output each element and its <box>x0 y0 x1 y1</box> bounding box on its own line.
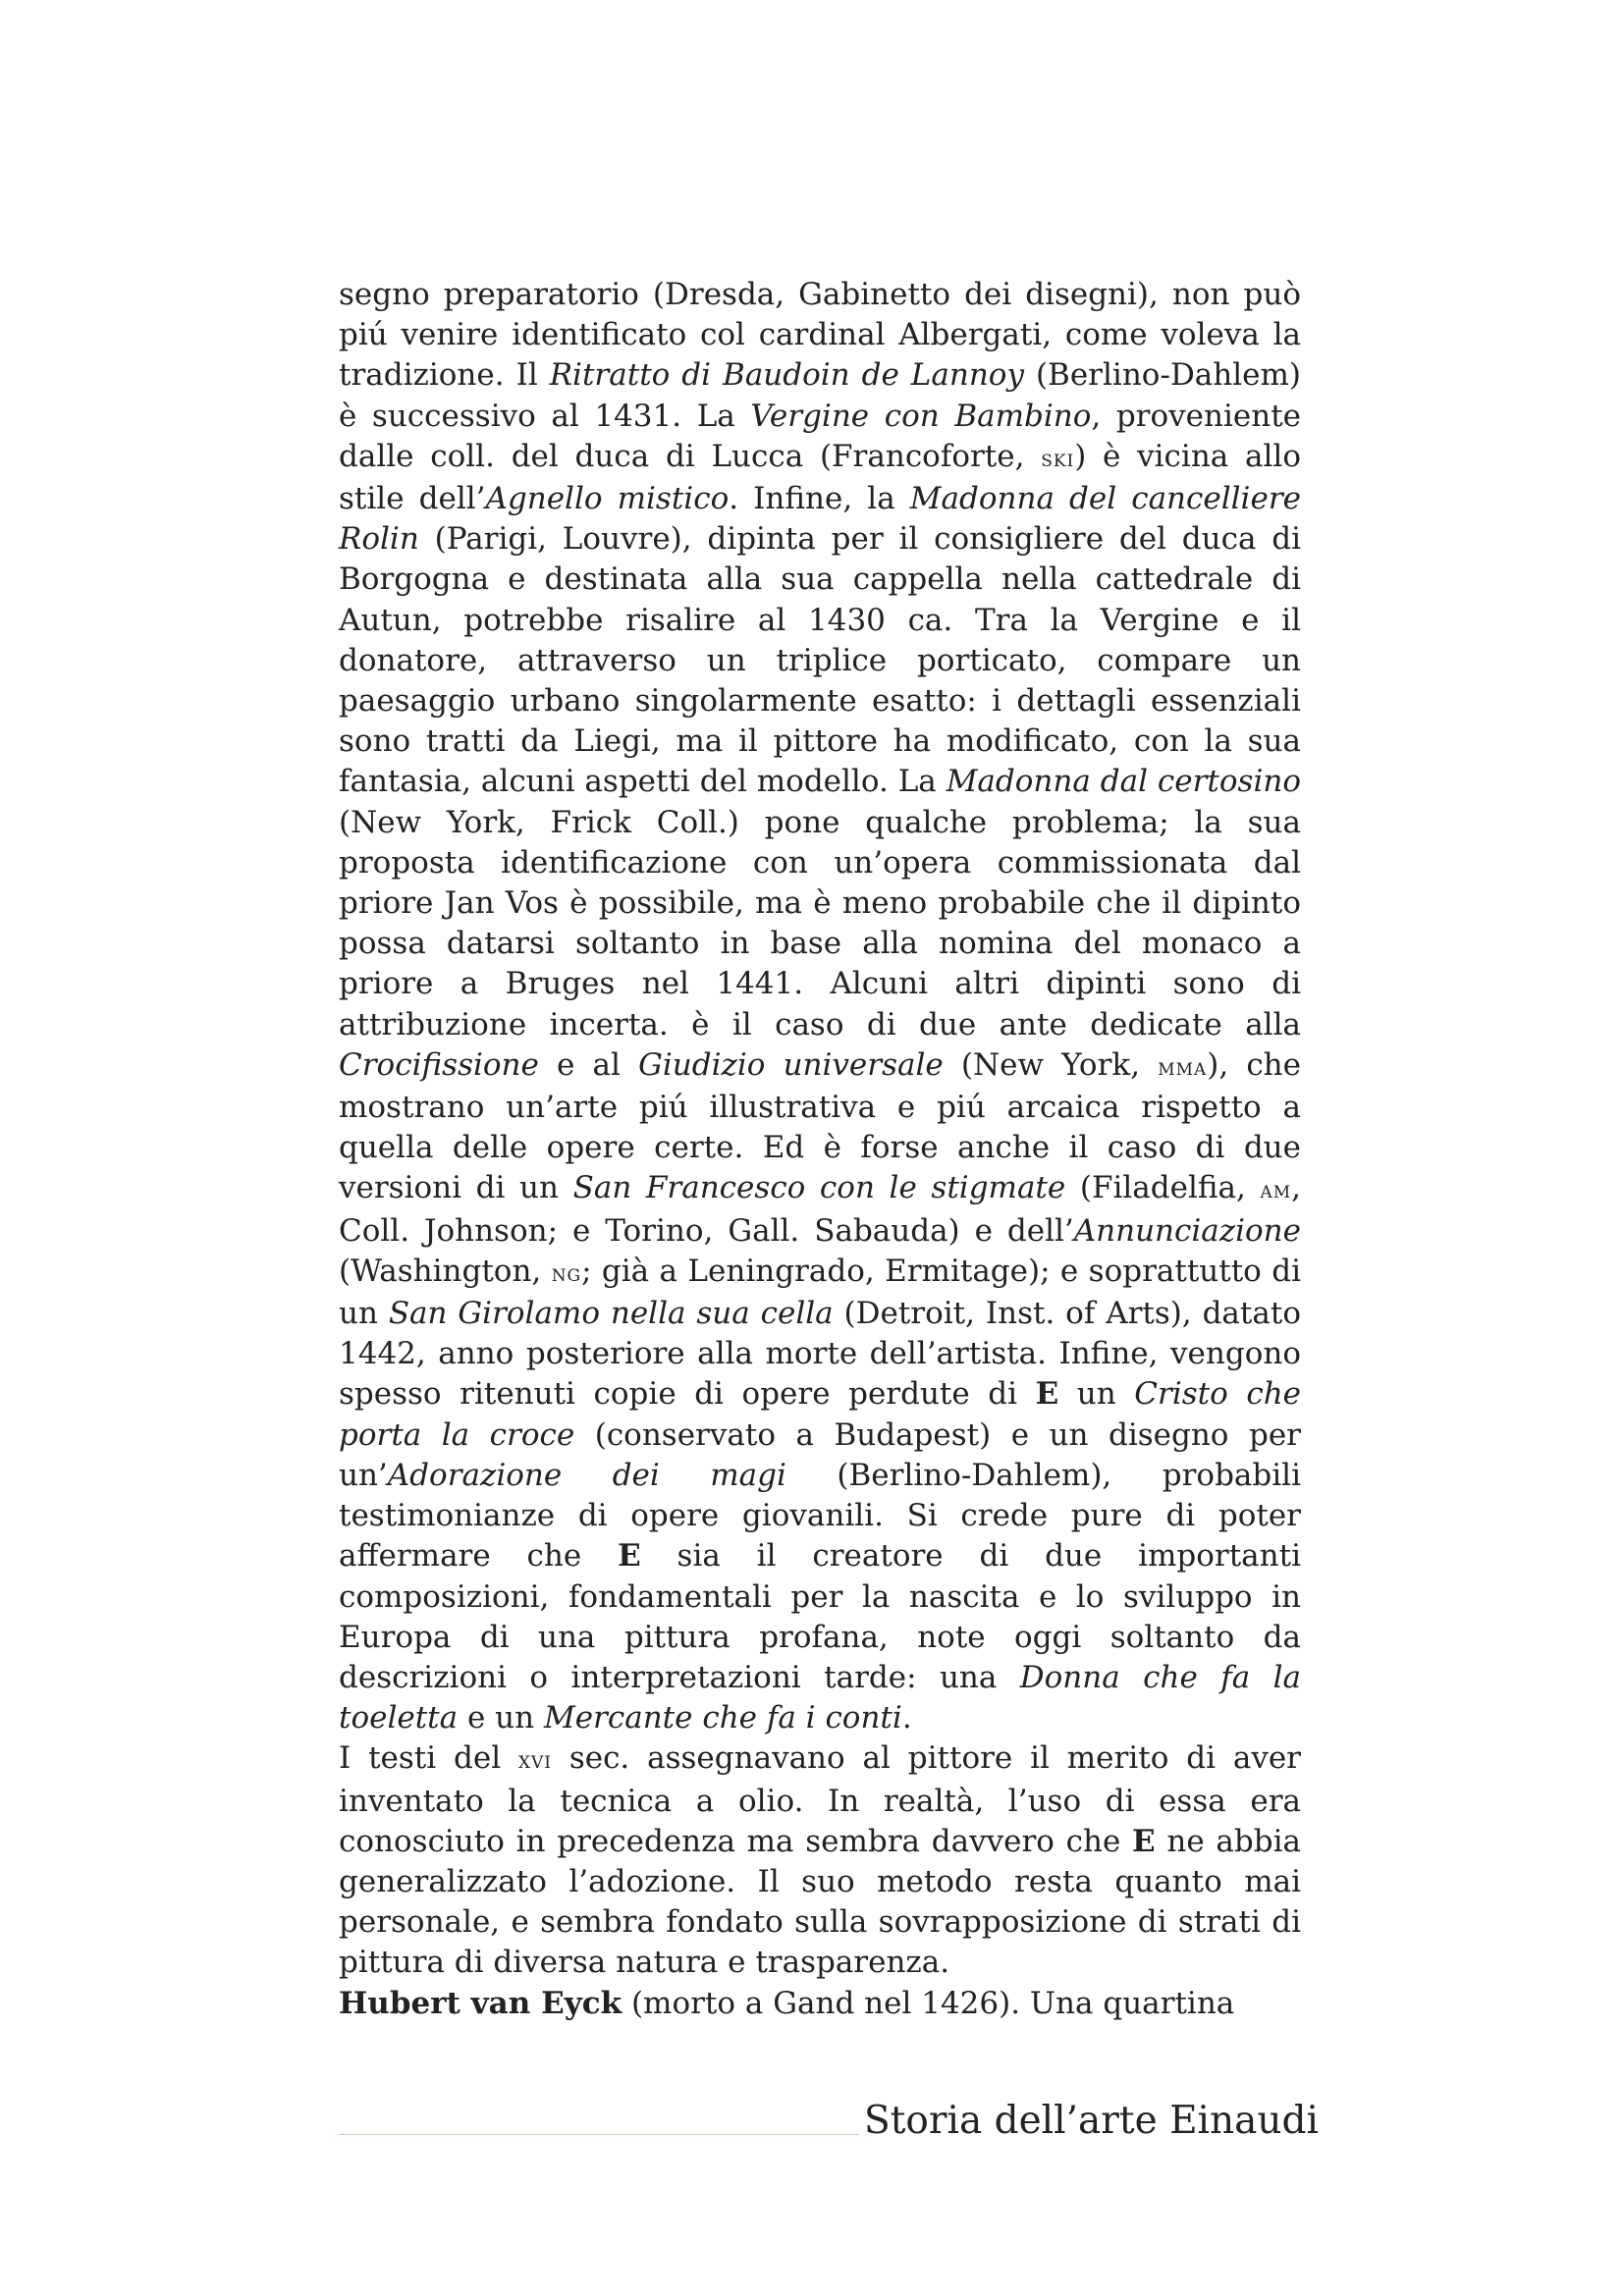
italic-title: Adorazione dei magi <box>387 1457 786 1493</box>
paragraph <box>339 275 1301 1738</box>
text-run: (New York, Frick Coll.) pone qualche problema; la sua proposta identificazione con un’opera commissionata dal priore Jan Vos è possibile, ma è meno probabile che il dipinto possa datarsi soltanto in base alla nomina del monaco a priore a Bruges nel 1441. Alcuni altri dipinti sono di attribuzione incerta. è il caso di due ante dedicate alla <box>339 804 1301 1042</box>
bold-term: E <box>618 1538 641 1575</box>
text-run: , Coll. Johnson; e Torino, Gall. Sabauda) e dell’ <box>339 1170 1301 1249</box>
small-caps-abbrev: am <box>1260 1176 1292 1204</box>
body-text <box>339 275 1301 2024</box>
text-run: (Berlino-Dahlem), probabili testimonianze di opere giovanili. Si crede pure di poter affermare che <box>339 1457 1301 1575</box>
small-caps-abbrev: ng <box>551 1258 582 1287</box>
italic-title: Ritratto di Baudoin de Lannoy <box>549 357 1024 394</box>
bold-term: E <box>1132 1823 1156 1859</box>
text-run: (New York, <box>943 1046 1159 1083</box>
text-run: ; già a Leningrado, Ermitage); e soprattutto di un <box>339 1253 1302 1332</box>
italic-title: Madonna dal certosino <box>946 764 1301 800</box>
small-caps-abbrev: mma <box>1158 1052 1208 1081</box>
italic-title: Agnello mistico <box>485 481 730 517</box>
text-run: sia il creatore di due importanti composizioni, fondamentali per la nascita e lo sviluppo in Europa di una pittura profana, note oggi soltanto da descrizioni o interpretazioni tarde: una <box>339 1538 1301 1695</box>
footer-rule <box>339 2134 859 2135</box>
italic-title: Vergine con Bambino <box>750 398 1092 434</box>
paragraph <box>339 1984 1301 2024</box>
bold-term: E <box>1035 1376 1059 1413</box>
text-run: (Parigi, Louvre), dipinta per il consigliere del duca di Borgogna e destinata alla sua cappella nella cattedrale di Autun, potrebbe risalire al 1430 ca. Tra la Vergine e il donatore, attraverso un triplice porticato, compare un paesaggio urbano singolarmente esatto: i dettagli essenziali sono tratti da Liegi, ma il pittore ha modificato, con la sua fantasia, alcuni aspetti del modello. La <box>339 521 1301 800</box>
italic-title: Crocifissione <box>339 1046 539 1083</box>
text-run: un <box>1058 1376 1135 1413</box>
italic-title: San Francesco con le stigmate <box>572 1170 1066 1206</box>
small-caps-abbrev: ski <box>1041 444 1075 472</box>
italic-title: Cristo che porta la croce <box>339 1376 1302 1453</box>
text-run: (Detroit, Inst. of Arts), datato 1442, anno posteriore alla morte dell’artista. Infine, vengono spesso ritenuti copie di opere perdute di <box>339 1296 1301 1413</box>
italic-title: Giudizio universale <box>638 1046 944 1083</box>
italic-title: Annunciazione <box>1073 1212 1301 1249</box>
text-run: ne abbia generalizzato l’adozione. Il suo metodo resta quanto mai personale, e sembra fondato sulla sovrapposizione di strati di pittura di diversa natura e trasparenza. <box>339 1823 1301 1981</box>
text-run: . Infine, la <box>729 481 910 517</box>
text-run: (Filadelfia, <box>1065 1170 1261 1206</box>
text-run: ), che mostrano un’arte piú illustrativa e piú arcaica rispetto a quella delle opere certe. Ed è forse anche il caso di due versioni di un <box>339 1046 1301 1206</box>
text-run: (Berlino-Dahlem) è successivo al 1431. La <box>339 357 1301 434</box>
text-run: I testi del <box>339 1740 518 1777</box>
text-run: (conservato a Budapest) e un disegno per un’ <box>339 1416 1301 1493</box>
small-caps-abbrev: xvi <box>517 1746 552 1775</box>
italic-title: Madonna del cancelliere Rolin <box>339 481 1301 558</box>
text-run: ) è vicina allo stile dell’ <box>339 438 1301 517</box>
italic-title: San Girolamo nella sua cella <box>388 1296 834 1332</box>
text-run: , proveniente dalle coll. del duca di Lucca (Francoforte, <box>339 398 1301 474</box>
text-run: segno preparatorio (Dresda, Gabinetto dei disegni), non può piú venire identificato col cardinal Albergati, come voleva la tradizione. Il <box>339 277 1301 394</box>
italic-title: Mercante che fa i conti <box>543 1700 902 1736</box>
paragraph <box>339 1738 1301 1983</box>
text-run: (Washington, <box>339 1253 552 1289</box>
bold-term: Hubert van Eyck <box>339 1985 622 2021</box>
footer-title: Storia dell’arte Einaudi <box>864 2099 1319 2143</box>
text-run: e un <box>458 1700 544 1736</box>
text-run: e al <box>538 1046 639 1083</box>
text-run: sec. assegnavano al pittore il merito di aver inventato la tecnica a olio. In realtà, l’uso di essa era conosciuto in precedenza ma sembra davvero che <box>339 1740 1301 1859</box>
text-run: (morto a Gand nel 1426). Una quartina <box>622 1985 1235 2021</box>
italic-title: Donna che fa la toeletta <box>339 1659 1301 1736</box>
text-run: . <box>901 1700 912 1736</box>
